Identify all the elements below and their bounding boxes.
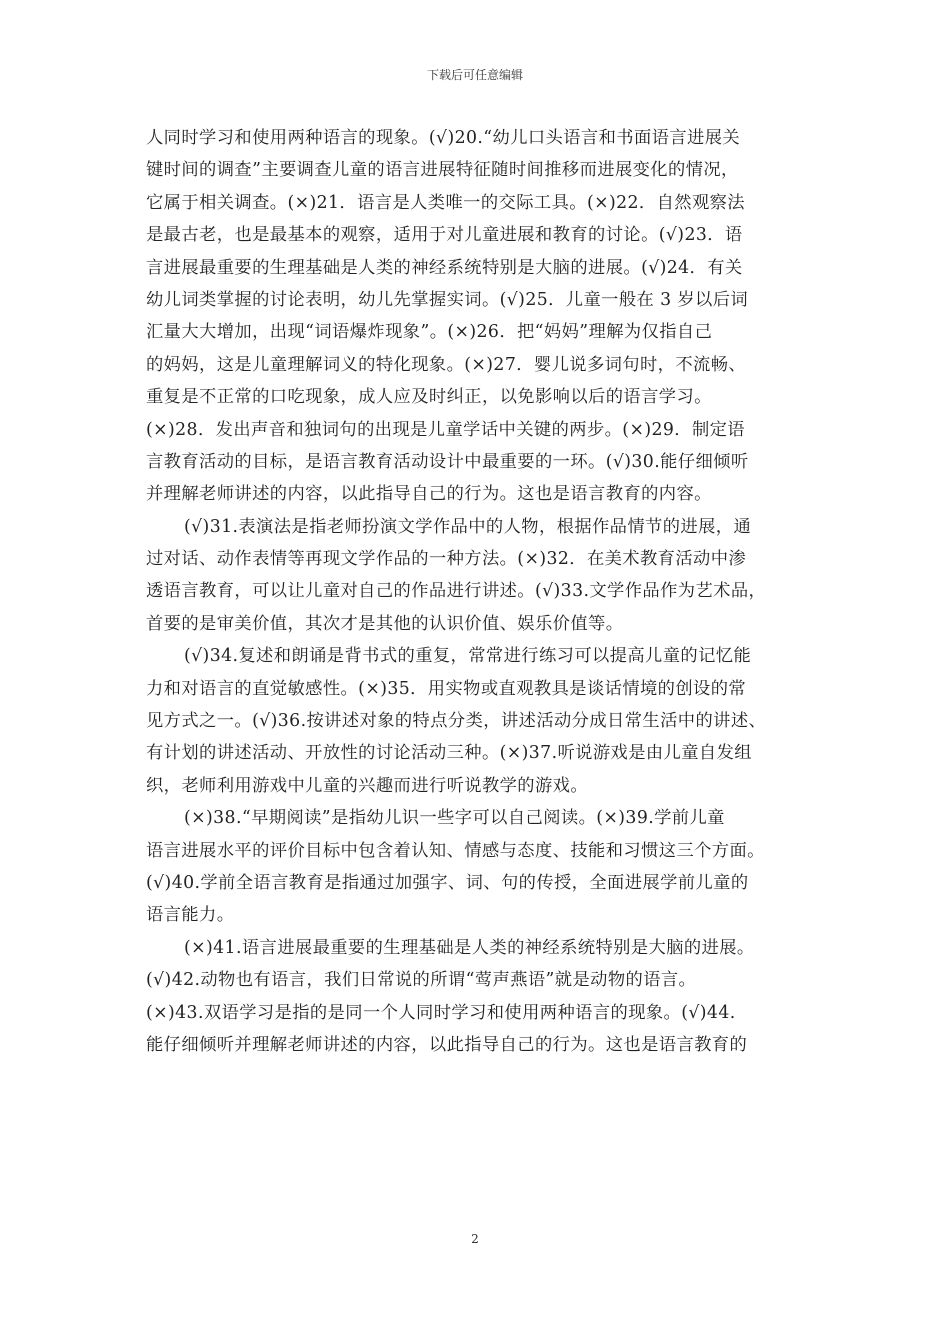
text-line: 见方式之一。(√)36.按讲述对象的特点分类，讲述活动分成日常生活中的讲述、	[146, 711, 767, 732]
paragraph-first-line: (√)34.复述和朗诵是背书式的重复，常常进行练习可以提高儿童的记忆能	[184, 646, 752, 667]
text-line: 力和对语言的直觉敏感性。(×)35．用实物或直观教具是谈话情境的创设的常	[146, 678, 747, 699]
paragraph-first-line: (×)41.语言进展最重要的生理基础是人类的神经系统特别是大脑的进展。	[184, 937, 755, 958]
text-line: 言进展最重要的生理基础是人类的神经系统特别是大脑的进展。(√)24．有关	[146, 257, 743, 278]
text-line: (×)28．发出声音和独词句的出现是儿童学话中关键的两步。(×)29．制定语	[146, 419, 745, 440]
paragraph-first-line: (×)38.“早期阅读”是指幼儿识一些字可以自己阅读。(×)39.学前儿童	[184, 808, 725, 829]
text-line: (×)43.双语学习是指的是同一个人同时学习和使用两种语言的现象。(√)44.	[146, 1002, 736, 1023]
text-line: 幼儿词类掌握的讨论表明，幼儿先掌握实词。(√)25．儿童一般在 3 岁以后词	[146, 289, 749, 310]
text-line: 它属于相关调查。(×)21．语言是人类唯一的交际工具。(×)22．自然观察法	[146, 192, 745, 213]
text-line: 过对话、动作表情等再现文学作品的一种方法。(×)32．在美术教育活动中渗	[146, 549, 747, 570]
paragraph-first-line: (√)31.表演法是指老师扮演文学作品中的人物，根据作品情节的进展，通	[184, 516, 752, 537]
document-body	[146, 122, 808, 1061]
text-line: 人同时学习和使用两种语言的现象。(√)20.“幼儿口头语言和书面语言进展关	[146, 128, 741, 148]
text-line: 语言进展水平的评价目标中包含着认知、情感与态度、技能和习惯这三个方面。	[146, 840, 765, 861]
text-line: 言教育活动的目标，是语言教育活动设计中最重要的一环。(√)30.能仔细倾听	[146, 451, 749, 472]
text-line: 是最古老，也是最基本的观察，适用于对儿童进展和教育的讨论。(√)23．语	[146, 225, 743, 246]
page-header: 下载后可任意编辑	[426, 68, 523, 82]
text-line: 有计划的讲述活动、开放性的讨论活动三种。(×)37.听说游戏是由儿童自发组	[146, 743, 752, 764]
text-line: (√)42.动物也有语言，我们日常说的所谓“莺声燕语”就是动物的语言。	[146, 970, 697, 991]
text-line: (√)40.学前全语言教育是指通过加强字、词、句的传授，全面进展学前儿童的	[146, 872, 749, 893]
text-line: 汇量大大增加，出现“词语爆炸现象”。(×)26．把“妈妈”理解为仅指自己	[146, 322, 713, 343]
text-line: 织，老师利用游戏中儿童的兴趣而进行听说教学的游戏。	[146, 775, 589, 796]
text-line: 并理解老师讲述的内容，以此指导自己的行为。这也是语言教育的内容。	[146, 484, 712, 505]
text-line: 的妈妈，这是儿童理解词义的特化现象。(×)27．婴儿说多词句时，不流畅、	[146, 354, 747, 375]
text-line: 键时间的调查”主要调查儿童的语言进展特征随时间推移而进展变化的情况，	[146, 160, 739, 181]
text-line: 透语言教育，可以让儿童对自己的作品进行讲述。(√)33.文学作品作为艺术品，	[146, 581, 767, 602]
text-line: 语言能力。	[146, 905, 235, 926]
text-line: 首要的是审美价值，其次才是其他的认识价值、娱乐价值等。	[146, 613, 624, 634]
text-line: 重复是不正常的口吃现象，成人应及时纠正，以免影响以后的语言学习。	[146, 387, 712, 408]
text-line: 能仔细倾听并理解老师讲述的内容，以此指导自己的行为。这也是语言教育的	[146, 1034, 748, 1055]
page-number: 2	[471, 1232, 479, 1246]
